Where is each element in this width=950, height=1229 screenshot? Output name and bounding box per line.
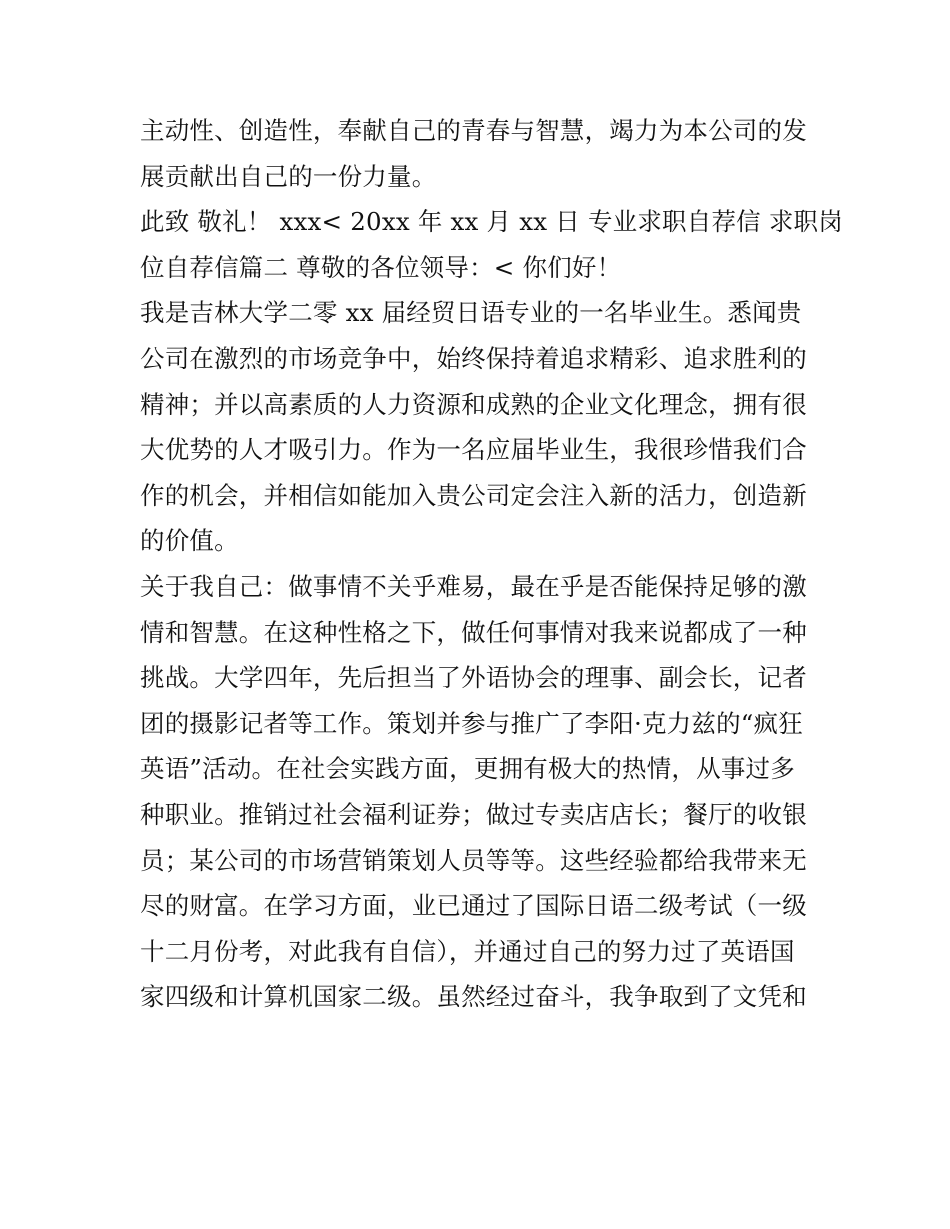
text-line: 十二月份考，对此我有自信），并通过自己的努力过了英语国 [140, 936, 795, 966]
text-line: 展贡献出自己的一份力量。 [140, 161, 437, 191]
text-line: 种职业。推销过社会福利证券；做过专卖店店长；餐厅的收银 [140, 799, 807, 829]
text-line: 作的机会，并相信如能加入贵公司定会注入新的活力，创造新 [140, 480, 807, 510]
text-line: 员；某公司的市场营销策划人员等等。这些经验都给我带来无 [140, 845, 807, 875]
text-line: 情和智慧。在这种性格之下，做任何事情对我来说都成了一种 [140, 617, 807, 647]
text-line: 关于我自己：做事情不关乎难易，最在乎是否能保持足够的激 [140, 571, 807, 601]
text-line: 团的摄影记者等工作。策划并参与推广了李阳·克力兹的“疯狂 [140, 708, 803, 738]
text-line: 尽的财富。在学习方面，业已通过了国际日语二级考试（一级 [140, 891, 807, 921]
text-line: 公司在激烈的市场竞争中，始终保持着追求精彩、追求胜利的 [140, 343, 807, 373]
text-line: 此致 敬礼！ xxx< 20xx 年 xx 月 xx 日 专业求职自荐信 求职岗 [140, 207, 843, 237]
text-line: 英语”活动。在社会实践方面，更拥有极大的热情，从事过多 [140, 754, 795, 784]
text-line: 大优势的人才吸引力。作为一名应届毕业生，我很珍惜我们合 [140, 435, 807, 465]
text-line: 我是吉林大学二零 xx 届经贸日语专业的一名毕业生。悉闻贵 [140, 298, 802, 328]
text-line: 位自荐信篇二 尊敬的各位领导：< 你们好！ [140, 252, 622, 282]
document-page [140, 108, 843, 1020]
text-line: 挑战。大学四年，先后担当了外语协会的理事、副会长，记者 [140, 663, 807, 693]
text-line: 精神；并以高素质的人力资源和成熟的企业文化理念，拥有很 [140, 389, 807, 419]
text-line: 的价值。 [140, 526, 239, 556]
text-line: 主动性、创造性，奉献自己的青春与智慧，竭力为本公司的发 [140, 116, 807, 145]
text-line: 家四级和计算机国家二级。虽然经过奋斗，我争取到了文凭和 [140, 982, 807, 1012]
